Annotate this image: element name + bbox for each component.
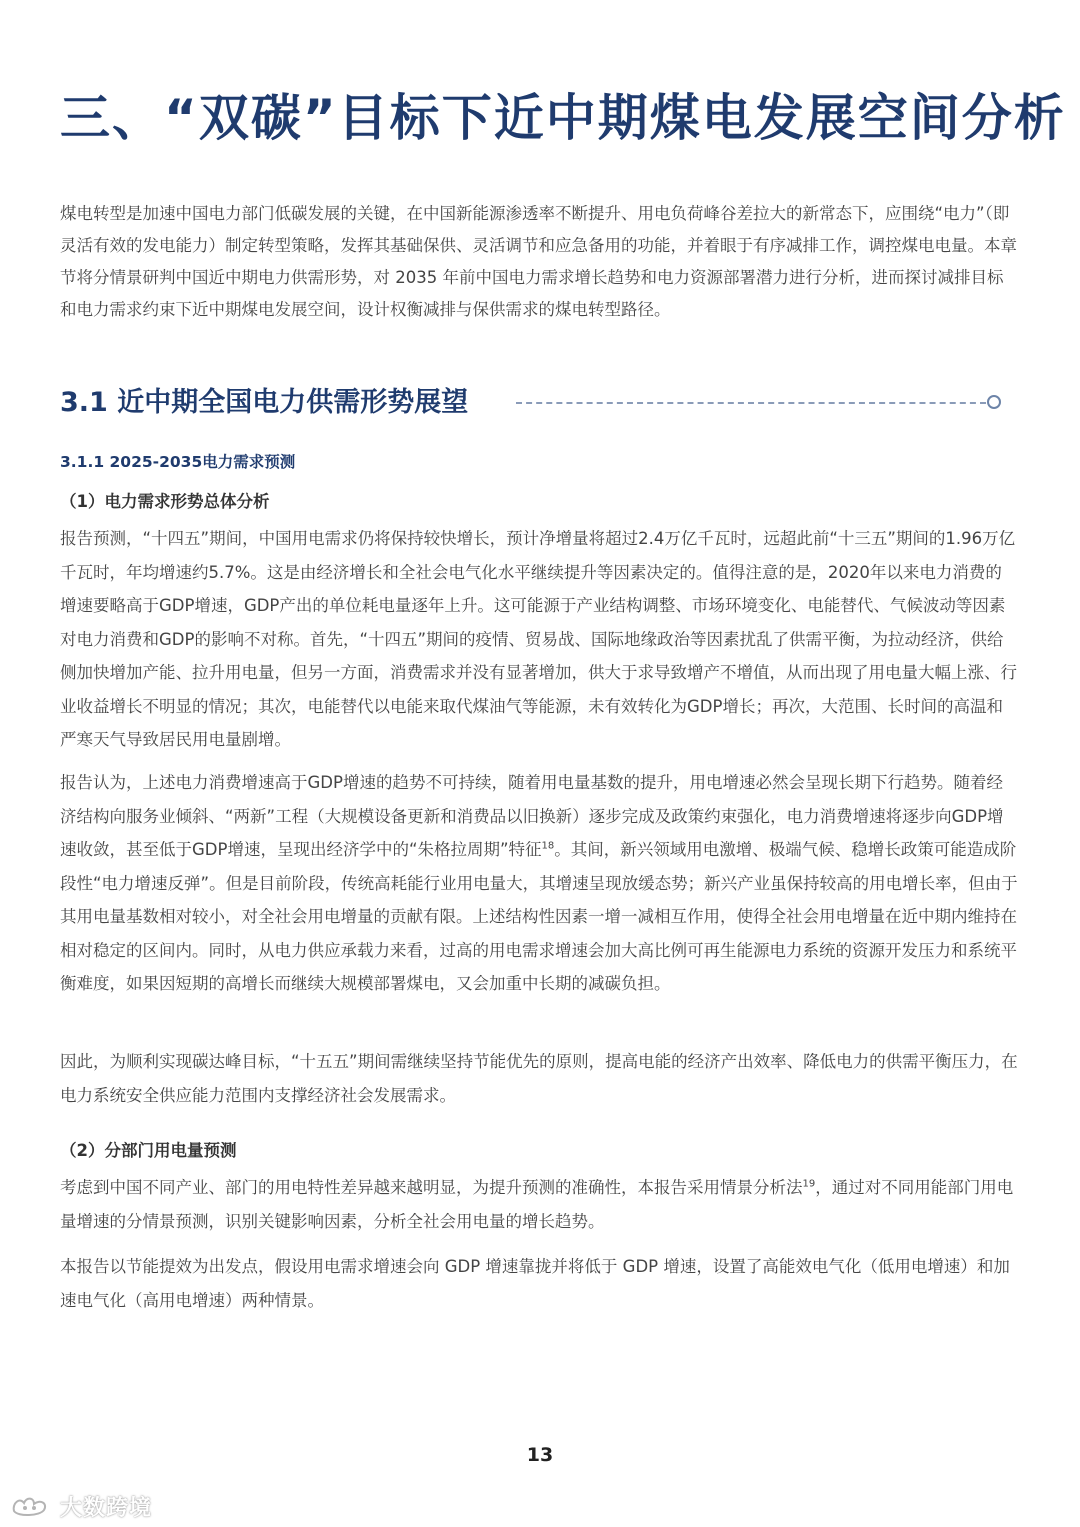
subsection-title: 3.1.1 2025-2035电力需求预测 [60,453,296,471]
footnote-ref-18: 18 [541,840,555,852]
section-end-circle-icon [987,395,1001,409]
watermark-text: 大数跨境 [60,1495,153,1521]
part2-paragraph-1-text-a: 考虑到中国不同产业、部门的用电特性差异越来越明显，为提升预测的准确性，本报告采用情景分析法 [60,1178,803,1197]
part2-paragraph-2: 本报告以节能提效为出发点，假设用电需求增速会向 GDP 增速靠拢并将低于 GDP 增速，设置了高能效电气化（低用电增速）和加速电气化（高用电增速）两种情景。 [60,1257,1010,1310]
watermark [10,1490,152,1522]
chapter-intro-paragraph: 煤电转型是加速中国电力部门低碳发展的关键，在中国新能源渗透率不断提升、用电负荷峰谷差拉大的新常态下，应围绕“电力”（即灵活有效的发电能力）制定转型策略，发挥其基础保供、灵活调节和应急备用的功能，并着眼于有序减排工作，调控煤电电量。本章节将分情景研判中国近中期电力供需形势，对 2035 年前中国电力需求增长趋势和电力资源部署潜力进行分析，进而探讨减排目标和电力需求约束下近中期煤电发展空间，设计权衡减排与保供需求的煤电转型路径。 [60,204,1017,319]
part2-paragraph-1 [60,1171,1018,1238]
section-dashed-rule [516,402,986,404]
part1-paragraph-1: 报告预测，“十四五”期间，中国用电需求仍将保持较快增长，预计净增量将超过2.4万亿千瓦时，远超此前“十三五”期间的1.96万亿千瓦时，年均增速约5.7%。这是由经济增长和全社会电气化水平继续提升等因素决定的。值得注意的是，2020年以来电力消费的增速要略高于GDP增速，GDP产出的单位耗电量逐年上升。这可能源于产业结构调整、市场环境变化、电能替代、气候波动等因素对电力消费和GDP的影响不对称。首先，“十四五”期间的疫情、贸易战、国际地缘政治等因素扰乱了供需平衡，为拉动经济，供给侧加快增加产能、拉升用电量，但另一方面，消费需求并没有显著增加，供大于求导致增产不增值，从而出现了用电量大幅上涨、行业收益增长不明显的情况；其次，电能替代以电能来取代煤油气等能源，未有效转化为GDP增长；再次，大范围、长时间的高温和严寒天气导致居民用电量剧增。 [60,529,1017,749]
page-number: 13 [526,1444,554,1466]
part1-heading: （1）电力需求形势总体分析 [60,492,270,511]
section-heading [60,378,1020,424]
chapter-title: 三、“双碳”目标下近中期煤电发展空间分析 [60,89,1066,147]
section-title: 3.1 近中期全国电力供需形势展望 [60,387,469,418]
part2-paragraph-1-text-b: ，通过对不同用能部门用电量增速的分情景预测，识别关键影响因素，分析全社会用电量的增长趋势。 [60,1178,1014,1231]
part1-paragraph-3: 因此，为顺利实现碳达峰目标，“十五五”期间需继续坚持节能优先的原则，提高电能的经济产出效率、降低电力的供需平衡压力，在电力系统安全供应能力范围内支撑经济社会发展需求。 [60,1052,1018,1105]
part1-paragraph-2-text-a: 报告认为，上述电力消费增速高于GDP增速的趋势不可持续，随着用电量基数的提升，用电增速必然会呈现长期下行趋势。随着经济结构向服务业倾斜、“两新”工程（大规模设备更新和消费品以旧换新）逐步完成及政策约束强化，电力消费增速将逐步向GDP增速收敛，甚至低于GDP增速，呈现出经济学中的“朱格拉周期”特征 [60,773,1004,859]
watermark-logo-icon [10,1493,54,1519]
part1-paragraph-2 [60,766,1018,1001]
part1-paragraph-2-text-b: 。其间，新兴领域用电激增、极端气候、稳增长政策可能造成阶段性“电力增速反弹”。但是目前阶段，传统高耗能行业用电量大，其增速呈现放缓态势；新兴产业虽保持较高的用电增长率，但由于其用电量基数相对较小，对全社会用电增量的贡献有限。上述结构性因素一增一减相互作用，使得全社会用电增量在近中期内维持在相对稳定的区间内。同时，从电力供应承载力来看，过高的用电需求增速会加大高比例可再生能源电力系统的资源开发压力和系统平衡难度，如果因短期的高增长而继续大规模部署煤电，又会加重中长期的减碳负担。 [60,840,1018,993]
part2-heading: （2）分部门用电量预测 [60,1141,237,1160]
footnote-ref-19: 19 [802,1178,816,1190]
